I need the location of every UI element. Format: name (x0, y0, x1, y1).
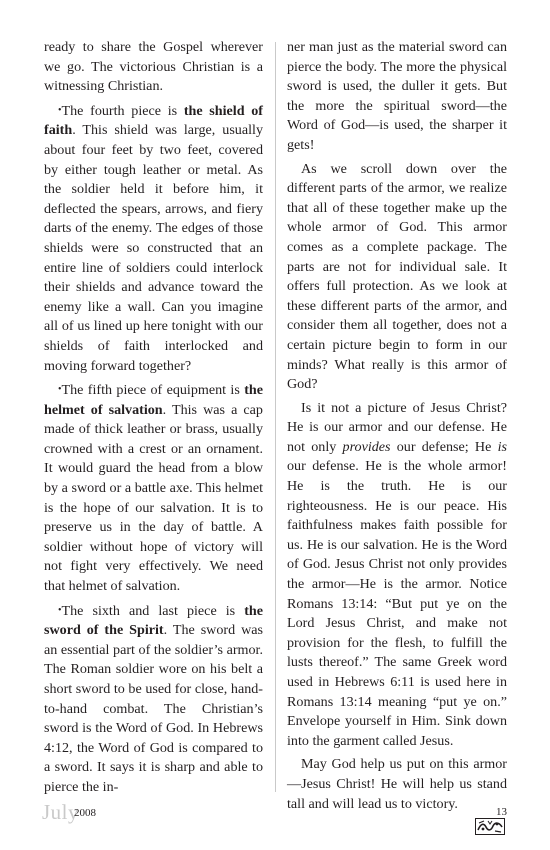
page-number: 13 (496, 806, 507, 818)
footer-year: 2008 (74, 807, 96, 819)
paragraph-shield-of-faith (44, 101, 263, 376)
paragraph-body: . The sword was an essential part of the soldier’s armor. The Roman soldier wore on his belt a short sword to be used for close, hand-to-hand combat. The Christian’s sword is the Word of God. In Hebrews 4:12, the Word of God is compared to a sword. It says it is sharp and able to pierce the in- (44, 622, 264, 795)
text-run: Is it not a picture of Jesus Christ? He is our armor and our defense. He not only (287, 399, 507, 455)
paragraph-body: . This was a cap made of thick leather or brass, usually crowned with a crest or an ornament. It would guard the head from a blow by a sword or a battle axe. This helmet is the hope of our salvation. It is to preserve us in the day of battle. A soldier without hope of victory will not fight very effectively. We need that helmet of salvation. (44, 401, 263, 595)
paragraph-lead: The sixth and last piece is (61, 602, 245, 619)
paragraph-sword-continued: ner man just as the material sword can pierce the body. The more the physical sword is used, the duller it gets. But the more the spiritual sword—the Word of God—is used, the sharper it gets! (287, 39, 507, 153)
paragraph-closing: May God help us put on this armor—Jesus Christ! He will help us stand tall and will lead us to victory. (287, 756, 507, 812)
paragraph-helmet-of-salvation (44, 380, 263, 597)
paragraph-sword-of-the-spirit (44, 601, 263, 798)
bullet-icon: • (58, 604, 62, 616)
bullet-icon: • (58, 384, 62, 396)
left-column (44, 38, 263, 802)
paragraph-body: . This shield was large, usually about four feet by two feet, covered by either tough leather or metal. As the soldier held it before him, it deflected the spears, arrows, and fiery darts of the enemy. The edges of those shields were so constructed that an entire line of soldiers could interlock their shields and advance toward the enemy like a wall. Can you imagine all of us lined up here tonight with our shields of faith interlocked and moving forward together? (44, 122, 263, 374)
emphasis-provides: provides (342, 438, 391, 455)
right-column (287, 38, 507, 835)
ornament-end-mark-icon (475, 818, 505, 835)
paragraph-lead: The fourth piece is (61, 102, 184, 119)
footer-month: July (42, 800, 80, 824)
bullet-icon: • (58, 104, 62, 116)
column-divider (275, 42, 276, 792)
armor-term-shield: the shield of faith (44, 102, 263, 139)
paragraph-whole-armor: As we scroll down over the different parts of the armor, we realize that all of these together make up the whole armor of God. This armor comes as a complete package. The parts are not for individual sale. It offers full protection. As we look at these different parts of the armor, and consider them all together, does not a certain picture begin to form in our minds? What really is this armor of God? (287, 160, 507, 393)
text-run: our defense. He is the whole armor! He is the truth. He is our righteousness. He is our peace. His faithfulness makes faith possible for us. He is our salvation. He is the Word of God. Jesus Christ not only provides the armor—He is the armor. Notice Romans 13:14: “But put ye on the Lord Jesus Christ, and make not provision for the flesh, to fulfill the lusts thereof.” The same Greek word used in Hebrews 6:11 is used here in Romans 13:14 meaning “put ye on.” Envelope yourself in Him. Sink down into the garment called Jesus. (287, 458, 507, 749)
paragraph-jesus-christ (287, 399, 507, 752)
paragraph-witnessing: ready to share the Gospel wherever we go. The victorious Christian is a witnessing Christian. (44, 39, 263, 95)
armor-term-helmet: the helmet of salvation (44, 382, 263, 418)
emphasis-is: is (497, 438, 507, 455)
armor-term-sword: the sword of the Spirit (44, 602, 263, 639)
text-run: our defense; He (390, 438, 498, 455)
paragraph-lead: The fifth piece of equipment is (61, 382, 245, 399)
